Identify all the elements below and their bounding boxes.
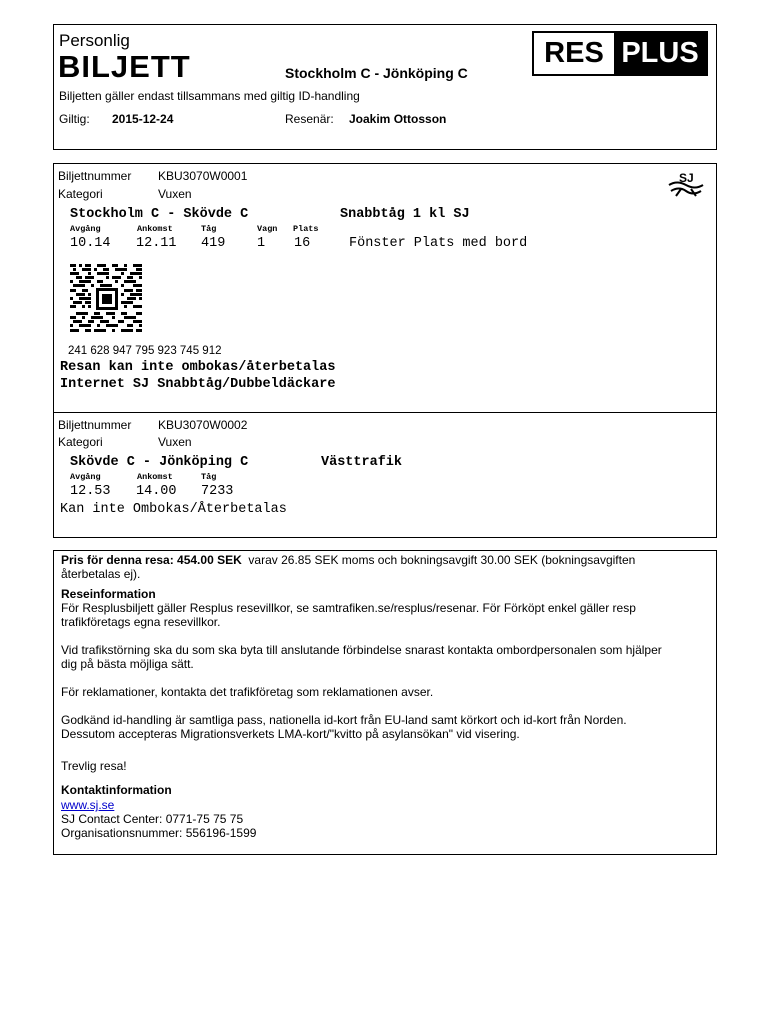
segment2-train-type: Västtrafik: [321, 455, 403, 470]
kontakt-title: Kontaktinformation: [61, 783, 172, 797]
biljett-title: BILJETT: [58, 49, 191, 84]
price-total: Pris för denna resa: 454.00 SEK: [61, 553, 242, 567]
resplus-logo-plus: PLUS: [614, 33, 706, 74]
giltig-value: 2015-12-24: [112, 112, 174, 126]
header-avgang: Avgång: [70, 472, 101, 482]
price-section: [61, 553, 711, 581]
id-text-1: Godkänd id-handling är samtliga pass, nationella id-kort från EU-land samt körkort och id-kort från Norden.: [61, 713, 627, 727]
reseinfo-text-1: För Resplusbiljett gäller Resplus resevillkor, se samtrafiken.se/resplus/resenar. För Förköpt enkel gäller resp: [61, 601, 636, 615]
sj-website-link[interactable]: www.sj.se: [61, 798, 115, 812]
kategori-label: Kategori: [58, 435, 103, 449]
segment2-tag: 7233: [201, 484, 234, 499]
giltig-label: Giltig:: [59, 112, 90, 126]
segment2-ankomst: 14.00: [136, 484, 177, 499]
org-number: Organisationsnummer: 556196-1599: [61, 826, 257, 840]
segment1-vagn: 1: [257, 236, 266, 251]
ticket-segments: [53, 163, 717, 538]
reseinfo-title: Reseinformation: [61, 587, 156, 601]
header-ankomst: Ankomst: [137, 224, 173, 234]
header-tag: Tåg: [201, 472, 217, 482]
info-box: [53, 550, 717, 855]
contact-center: SJ Contact Center: 0771-75 75 75: [61, 812, 244, 826]
sj-logo-icon: [667, 169, 705, 199]
segment2-route: Skövde C - Jönköping C: [70, 455, 249, 470]
biljettnummer-value: KBU3070W0002: [158, 418, 248, 432]
price-details: varav 26.85 SEK moms och bokningsavgift 30.00 SEK (bokningsavgiften: [248, 553, 636, 567]
resenar-label: Resenär:: [285, 112, 334, 126]
segment1-train-type: Snabbtåg 1 kl SJ: [340, 207, 470, 222]
resenar-value: Joakim Ottosson: [349, 112, 447, 126]
barcode-number: 241 628 947 795 923 745 912: [68, 345, 222, 357]
reseinfo-text-2: trafikföretags egna resevillkor.: [61, 615, 221, 629]
ticket-barcode: [70, 264, 145, 334]
id-text-2: Dessutom accepteras Migrationsverkets LMA-kort/"kvitto på asylansökan" vid visering.: [61, 727, 520, 741]
kategori-value: Vuxen: [158, 435, 192, 449]
segment2-avgang: 12.53: [70, 484, 111, 499]
header-ankomst: Ankomst: [137, 472, 173, 482]
segment1-ankomst: 12.11: [136, 236, 177, 251]
segment1-note-channel: Internet SJ Snabbtåg/Dubbeldäckare: [60, 377, 336, 392]
biljettnummer-label: Biljettnummer: [58, 418, 132, 432]
ticket-header: [53, 24, 717, 150]
header-avgang: Avgång: [70, 224, 101, 234]
segment1-route: Stockholm C - Skövde C: [70, 207, 249, 222]
trevlig-resa: Trevlig resa!: [61, 759, 127, 773]
segment2-note: Kan inte Ombokas/Återbetalas: [60, 502, 287, 517]
biljettnummer-label: Biljettnummer: [58, 169, 132, 183]
segment1-tag: 419: [201, 236, 226, 251]
header-vagn: Vagn: [257, 224, 278, 234]
personlig-label: Personlig: [59, 31, 130, 50]
reklamation-text: För reklamationer, kontakta det trafikföretag som reklamationen avser.: [61, 685, 434, 699]
header-route: Stockholm C - Jönköping C: [285, 65, 468, 81]
svg-text:SJ: SJ: [679, 171, 694, 185]
segment1-seat-note: Fönster Plats med bord: [349, 236, 528, 251]
kategori-label: Kategori: [58, 187, 103, 201]
resplus-logo: [532, 31, 708, 76]
price-details-cont: återbetalas ej).: [61, 567, 141, 581]
segment-divider: [54, 412, 716, 413]
header-tag: Tåg: [201, 224, 217, 234]
storning-text-2: dig på bästa möjliga sätt.: [61, 657, 194, 671]
validity-note: Biljetten gäller endast tillsammans med giltig ID-handling: [59, 89, 360, 103]
storning-text-1: Vid trafikstörning ska du som ska byta till anslutande förbindelse snarast kontakta ombordpersonalen som hjälper: [61, 643, 662, 657]
kategori-value: Vuxen: [158, 187, 192, 201]
header-plats: Plats: [293, 224, 319, 234]
segment1-plats: 16: [294, 236, 311, 251]
segment1-note-rebook: Resan kan inte ombokas/återbetalas: [60, 360, 336, 375]
segment1-avgang: 10.14: [70, 236, 111, 251]
biljettnummer-value: KBU3070W0001: [158, 169, 248, 183]
resplus-logo-res: RES: [534, 33, 614, 74]
